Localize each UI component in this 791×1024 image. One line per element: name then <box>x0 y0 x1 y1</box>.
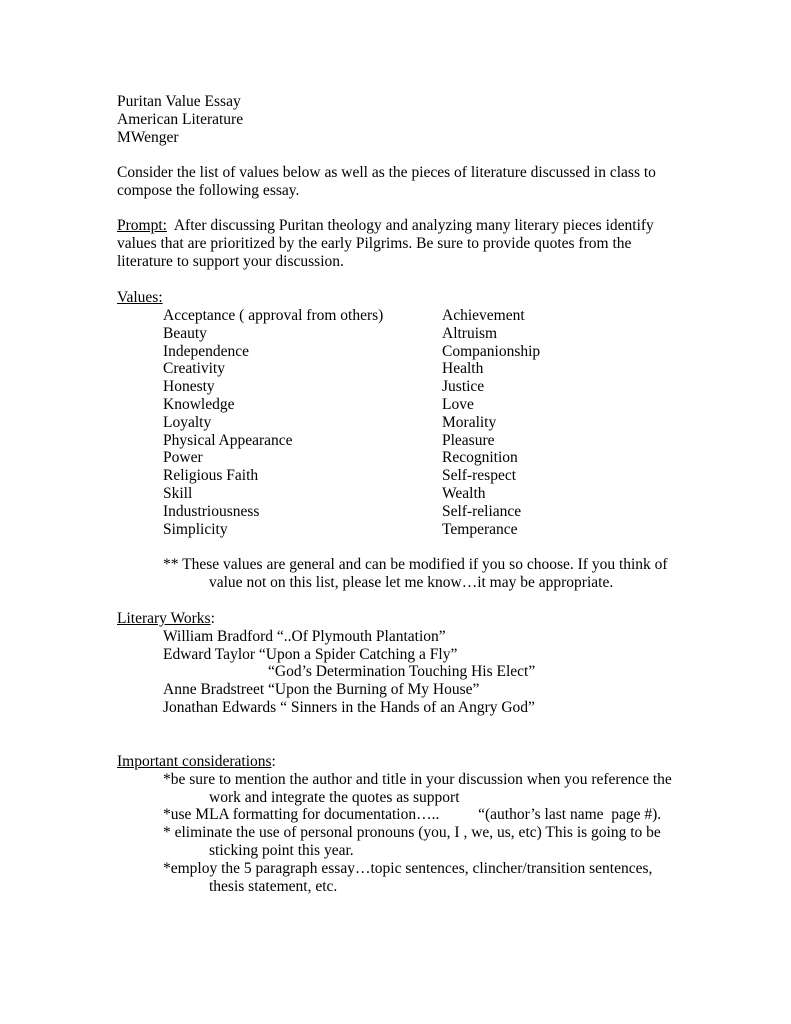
considerations-heading: Important considerations: <box>117 753 276 770</box>
value-item: Power <box>163 449 203 467</box>
values-list <box>163 307 663 538</box>
values-note <box>117 556 668 592</box>
considerations-label: Important considerations <box>117 753 272 770</box>
values-label: Values: <box>117 289 163 306</box>
value-item: Altruism <box>442 324 498 342</box>
values-row <box>163 503 663 521</box>
value-item: Physical Appearance <box>163 431 293 449</box>
values-row <box>163 325 663 343</box>
value-item: Morality <box>442 413 497 431</box>
value-item: Skill <box>163 484 193 502</box>
value-item: Religious Faith <box>163 467 259 485</box>
value-item: Knowledge <box>163 395 235 413</box>
values-row <box>163 467 663 485</box>
intro-paragraph <box>117 164 656 200</box>
work-item: William Bradford “..Of Plymouth Plantation” <box>163 627 446 645</box>
work-item: Edward Taylor “Upon a Spider Catching a Fly” <box>163 645 458 663</box>
value-item: Loyalty <box>163 413 212 431</box>
values-row <box>163 360 663 378</box>
values-row <box>163 378 663 396</box>
document-header <box>117 93 243 146</box>
values-row <box>163 432 663 450</box>
value-item: Recognition <box>442 449 518 467</box>
value-item: Beauty <box>163 324 207 342</box>
value-item: Independence <box>163 342 250 360</box>
intro-line: compose the following essay. <box>117 181 300 199</box>
values-row <box>163 521 663 539</box>
consideration-line: work and integrate the quotes as support <box>209 788 460 806</box>
literary-works-section <box>117 610 535 717</box>
values-row <box>163 485 663 503</box>
value-item: Temperance <box>442 520 518 538</box>
consideration-line: *be sure to mention the author and title in your discussion when you reference the <box>163 770 672 788</box>
value-item: Companionship <box>442 342 541 360</box>
value-item: Justice <box>442 378 485 396</box>
prompt-line <box>117 217 654 235</box>
considerations-section <box>117 753 672 895</box>
value-item: Love <box>442 395 474 413</box>
values-row <box>163 449 663 467</box>
course-name: American Literature <box>117 110 244 128</box>
consideration-line: sticking point this year. <box>209 841 354 859</box>
essay-title: Puritan Value Essay <box>117 93 241 110</box>
values-row <box>163 414 663 432</box>
value-item: Wealth <box>442 484 486 502</box>
prompt-label: Prompt: <box>117 217 167 234</box>
value-item: Acceptance ( approval from others) <box>163 307 384 324</box>
prompt-line: literature to support your discussion. <box>117 252 344 270</box>
prompt-line: values that are prioritized by the early Pilgrims. Be sure to provide quotes from the <box>117 234 632 252</box>
value-item: Honesty <box>163 378 215 396</box>
prompt-text: After discussing Puritan theology and analyzing many literary pieces identify <box>166 217 654 234</box>
work-item: Anne Bradstreet “Upon the Burning of My House” <box>163 681 480 699</box>
consideration-line: thesis statement, etc. <box>209 877 338 895</box>
value-item: Self-reliance <box>442 502 522 520</box>
work-item: “God’s Determination Touching His Elect” <box>268 663 536 681</box>
works-heading: Literary Works: <box>117 610 215 627</box>
values-row <box>163 307 663 325</box>
values-heading <box>117 289 163 307</box>
values-row <box>163 343 663 361</box>
work-item: Jonathan Edwards “ Sinners in the Hands of an Angry God” <box>163 698 535 716</box>
author-name: MWenger <box>117 128 179 146</box>
note-line: ** These values are general and can be modified if you so choose. If you think of <box>163 556 668 573</box>
works-label: Literary Works <box>117 610 211 627</box>
value-item: Health <box>442 360 484 378</box>
value-item: Self-respect <box>442 467 517 485</box>
value-item: Pleasure <box>442 431 495 449</box>
value-item: Simplicity <box>163 520 228 538</box>
value-item: Achievement <box>442 307 525 324</box>
values-row <box>163 396 663 414</box>
note-line: value not on this list, please let me know…it may be appropriate. <box>209 573 614 591</box>
prompt-paragraph <box>117 217 654 270</box>
value-item: Industriousness <box>163 502 260 520</box>
value-item: Creativity <box>163 360 225 378</box>
consideration-line: *employ the 5 paragraph essay…topic sentences, clincher/transition sentences, <box>163 859 653 877</box>
consideration-line: *use MLA formatting for documentation….. “(author’s last name page #). <box>163 806 662 824</box>
intro-line: Consider the list of values below as well as the pieces of literature discussed in class to <box>117 164 656 181</box>
consideration-line: * eliminate the use of personal pronouns (you, I , we, us, etc) This is going to be <box>163 824 661 842</box>
